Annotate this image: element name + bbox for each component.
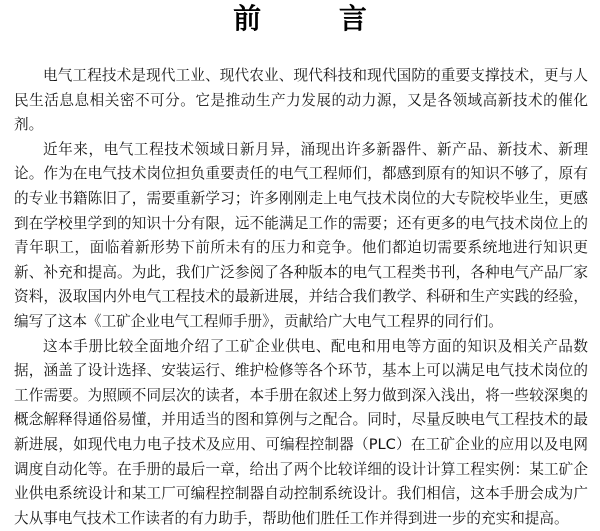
preface-body — [14, 64, 588, 531]
page-title: 前 言 — [233, 2, 401, 35]
paragraph-2: 近年来，电气工程技术领域日新月异，涌现出许多新器件、新产品、新技术、新理论。作为在电气技术岗位担负重要责任的电气工程师们，都感到原有的知识不够了，原有的专业书籍陈旧了，需要重新学习；许多刚刚走上电气技术岗位的大专院校毕业生，更感到在学校里学到的知识十分有限，远不能满足工作的需要；还有更多的电气技术岗位上的青年职工，面临着新形势下前所未有的压力和竞争。他们都迫切需要系统地进行知识更新、补充和提高。为此，我们广泛参阅了各种版本的电气工程类书刊，各种电气产品厂家资料，汲取国内外电气工程技术的最新进展，并结合我们教学、科研和生产实践的经验，编写了这本《工矿企业电气工程师手册》，贡献给广大电气工程界的同行们。 — [14, 140, 588, 330]
paragraph-3: 这本手册比较全面地介绍了工矿企业供电、配电和用电等方面的知识及相关产品数据，涵盖了设计选择、安装运行、维护检修等各个环节，基本上可以满足电气技术岗位的工作需要。为照顾不同层次的读者，本手册在叙述上努力做到深入浅出，将一些较深奥的概念解释得通俗易懂，并用适当的图和算例与之配合。同时，尽量反映电气工程技术的最新进展，如现代电力电子技术及应用、可编程控制器（PLC）在工矿企业的应用以及电网调度自动化等。在手册的最后一章，给出了两个比较详细的设计计算工程实例：某工矿企业供电系统设计和某工厂可编程控制器自动控制系统设计。我们相信，这本手册会成为广大从事电气技术工作读者的有力助手，帮助他们胜任工作并得到进一步的充实和提高。 — [14, 337, 588, 527]
paragraph-1: 电气工程技术是现代工业、现代农业、现代科技和现代国防的重要支撑技术，更与人民生活息息相关密不可分。它是推动生产力发展的动力源，又是各领域高新技术的催化剂。 — [14, 67, 588, 134]
